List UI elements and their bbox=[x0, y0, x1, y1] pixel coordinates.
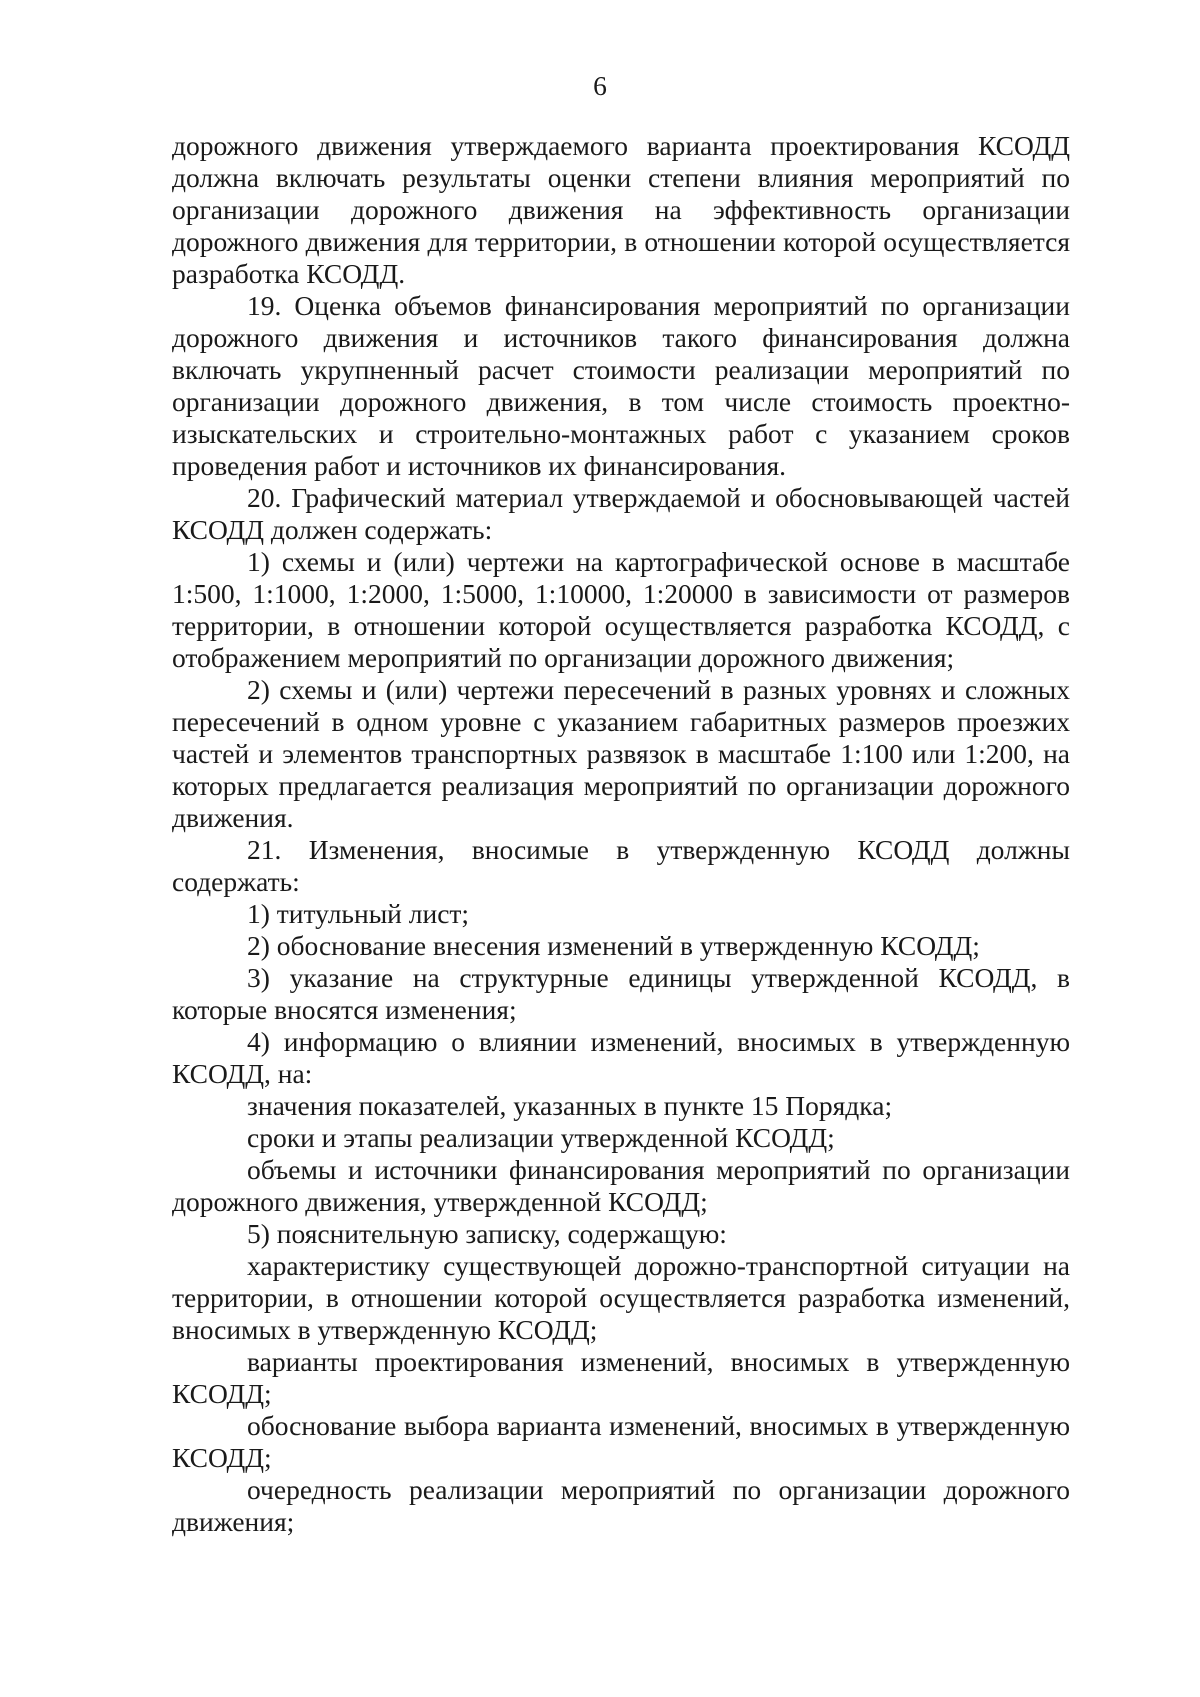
paragraph-item-20-1: 1) схемы и (или) чертежи на картографической основе в масштабе 1:500, 1:1000, 1:2000, 1:5000, 1:10000, 1:20000 в зависимости от размеров территории, в отношении которой осуществляется разработка КСОДД, с отображением мероприятий по организации дорожного движения; bbox=[172, 546, 1070, 673]
paragraph-sub-justification: обоснование выбора варианта изменений, вносимых в утвержденную КСОДД; bbox=[172, 1410, 1070, 1473]
paragraph-item-21-5: 5) пояснительную записку, содержащую: bbox=[247, 1218, 727, 1249]
paragraph-sub-indicators: значения показателей, указанных в пункте 15 Порядка; bbox=[247, 1090, 893, 1121]
paragraph-sub-sequence: очередность реализации мероприятий по организации дорожного движения; bbox=[172, 1474, 1070, 1537]
paragraph-continuation: дорожного движения утверждаемого варианта проектирования КСОДД должна включать результаты оценки степени влияния мероприятий по организации дорожного движения на эффективность организации дорожного движения для территории, в отношении которой осуществляется разработка КСОДД. bbox=[172, 130, 1070, 289]
paragraph-item-21: 21. Изменения, вносимые в утвержденную КСОДД должны содержать: bbox=[172, 834, 1070, 897]
paragraph-sub-characteristics: характеристику существующей дорожно-транспортной ситуации на территории, в отношении которой осуществляется разработка изменений, вносимых в утвержденную КСОДД; bbox=[172, 1250, 1070, 1345]
paragraph-sub-variants: варианты проектирования изменений, вносимых в утвержденную КСОДД; bbox=[172, 1346, 1070, 1409]
paragraph-sub-stages: сроки и этапы реализации утвержденной КСОДД; bbox=[247, 1122, 835, 1153]
document-body bbox=[172, 130, 1070, 1538]
paragraph-sub-financing: объемы и источники финансирования мероприятий по организации дорожного движения, утвержденной КСОДД; bbox=[172, 1154, 1070, 1217]
paragraph-item-19: 19. Оценка объемов финансирования мероприятий по организации дорожного движения и источников такого финансирования должна включать укрупненный расчет стоимости реализации мероприятий по организации дорожного движения, в том числе стоимость проектно-изыскательских и строительно-монтажных работ с указанием сроков проведения работ и источников их финансирования. bbox=[172, 290, 1070, 481]
paragraph-item-20-2: 2) схемы и (или) чертежи пересечений в разных уровнях и сложных пересечений в одном уровне с указанием габаритных размеров проезжих частей и элементов транспортных развязок в масштабе 1:100 или 1:200, на которых предлагается реализация мероприятий по организации дорожного движения. bbox=[172, 674, 1070, 833]
paragraph-item-21-3: 3) указание на структурные единицы утвержденной КСОДД, в которые вносятся изменения; bbox=[172, 962, 1070, 1025]
paragraph-item-21-1: 1) титульный лист; bbox=[247, 898, 470, 929]
paragraph-item-20: 20. Графический материал утверждаемой и обосновывающей частей КСОДД должен содержать: bbox=[172, 482, 1070, 545]
paragraph-item-21-4: 4) информацию о влиянии изменений, вносимых в утвержденную КСОДД, на: bbox=[172, 1026, 1070, 1089]
page-number: 6 bbox=[593, 70, 607, 101]
paragraph-item-21-2: 2) обоснование внесения изменений в утвержденную КСОДД; bbox=[247, 930, 980, 961]
